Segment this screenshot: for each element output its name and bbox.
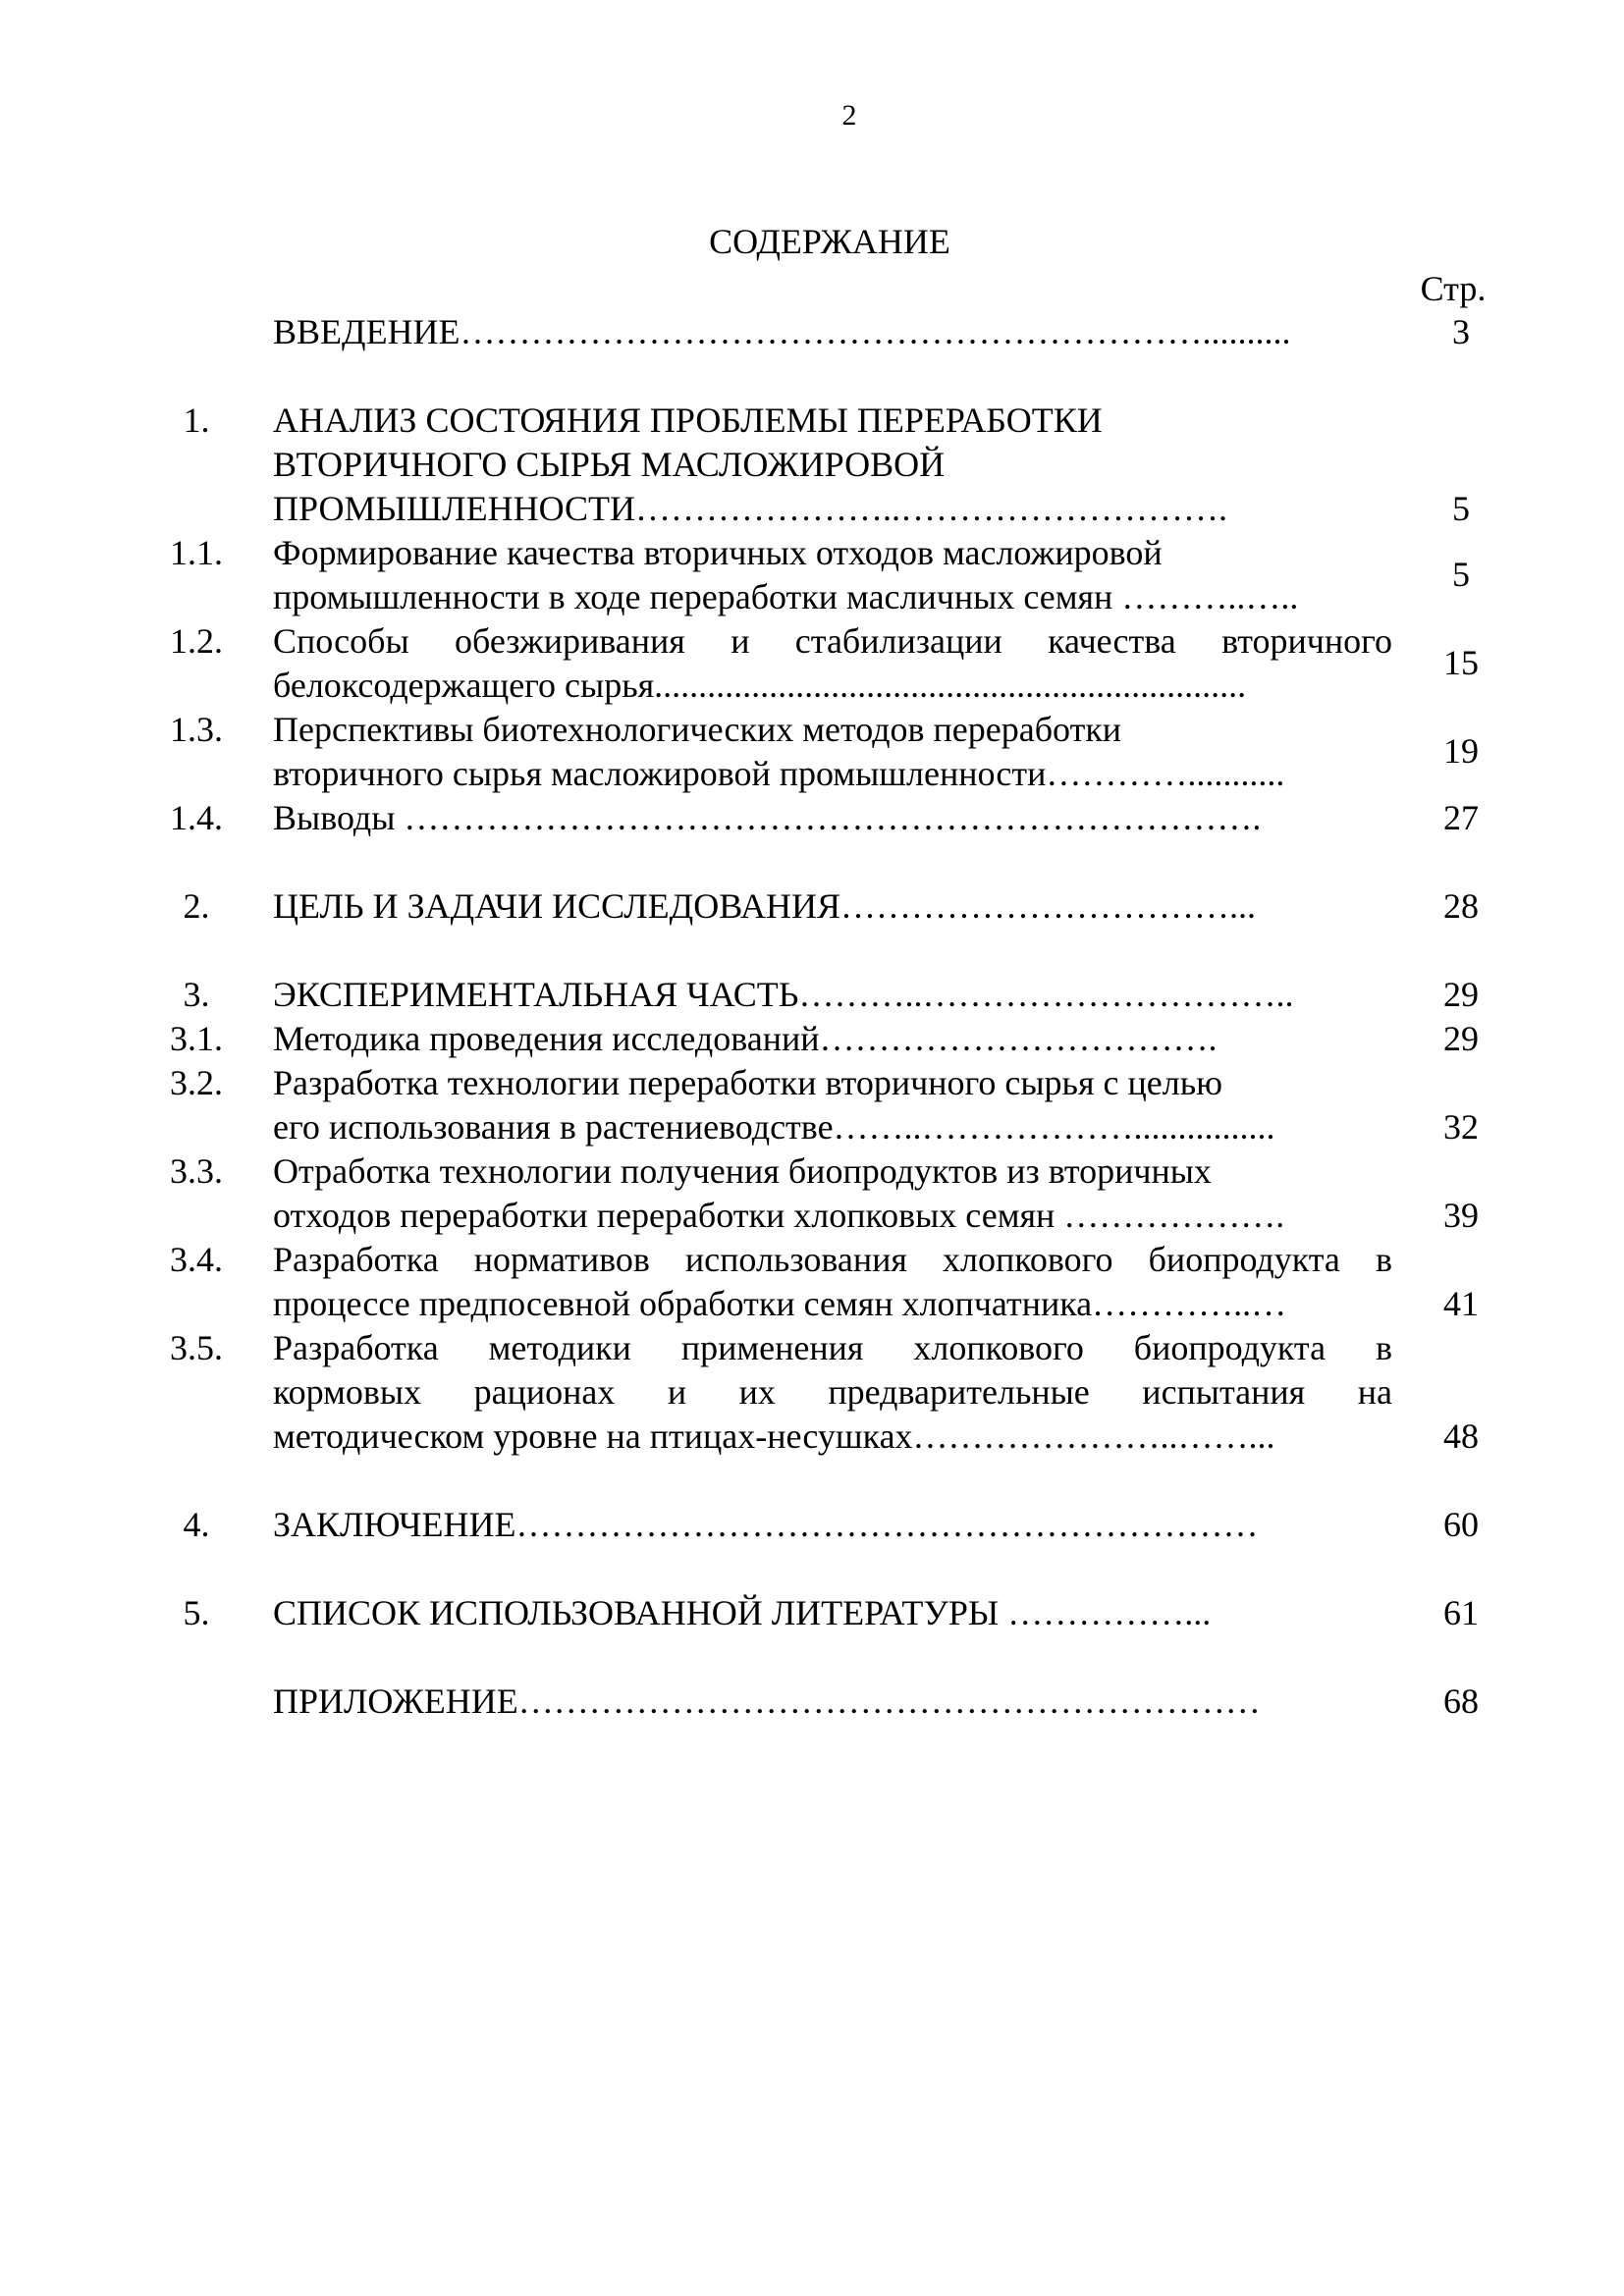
- toc-entry-1-number: 1.: [183, 400, 210, 440]
- toc-entry-intro-page: 3: [1452, 312, 1470, 351]
- toc-entry-1-text-line-3[interactable]: ПРОМЫШЛЕННОСТИ…………………..……………………….: [273, 489, 1228, 528]
- toc-entry-3-5-page: 48: [1443, 1416, 1479, 1456]
- toc-entry-1-3-text-line-2[interactable]: вторичного сырья масложировой промышленности…………...........: [273, 754, 1285, 793]
- toc-entry-appendix-text[interactable]: ПРИЛОЖЕНИЕ………………………………………………………: [273, 1682, 1261, 1721]
- toc-entry-4-number: 4.: [183, 1505, 210, 1544]
- toc-entry-5-number: 5.: [183, 1593, 210, 1632]
- toc-entry-1-text-line-1[interactable]: АНАЛИЗ СОСТОЯНИЯ ПРОБЛЕМЫ ПЕРЕРАБОТКИ: [273, 400, 1103, 440]
- toc-entry-5-text[interactable]: СПИСОК ИСПОЛЬЗОВАННОЙ ЛИТЕРАТУРЫ ……………...: [273, 1593, 1212, 1632]
- toc-entry-3-4-text-line-1[interactable]: Разработка нормативов использования хлопкового биопродукта в: [273, 1240, 1392, 1279]
- toc-entry-1-1-number: 1.1.: [170, 533, 223, 572]
- toc-entry-3-number: 3.: [183, 975, 210, 1014]
- toc-entry-3-2-text-line-1[interactable]: Разработка технологии переработки вторичного сырья с целью: [273, 1063, 1223, 1102]
- toc-entry-1-2-page: 15: [1443, 643, 1479, 682]
- toc-entry-1-3-text-line-1[interactable]: Перспективы биотехнологических методов переработки: [273, 710, 1122, 749]
- toc-entry-3-2-text-line-2[interactable]: его использования в растениеводстве……..………………................: [273, 1107, 1275, 1147]
- page-number: 2: [841, 99, 857, 132]
- toc-entry-5-page: 61: [1443, 1593, 1479, 1632]
- toc-entry-3-3-page: 39: [1443, 1196, 1479, 1235]
- document-title: СОДЕРЖАНИЕ: [709, 222, 950, 261]
- toc-entry-1-4-page: 27: [1443, 798, 1479, 837]
- toc-entry-4-page: 60: [1443, 1505, 1479, 1544]
- toc-entry-1-4-number: 1.4.: [170, 798, 223, 837]
- toc-entry-1-2-text-line-1[interactable]: Способы обезжиривания и стабилизации качества вторичного: [273, 621, 1392, 661]
- toc-entry-3-3-number: 3.3.: [170, 1151, 223, 1191]
- toc-entry-3-1-number: 3.1.: [170, 1019, 223, 1058]
- toc-entry-1-1-page: 5: [1452, 555, 1470, 594]
- toc-entry-3-3-text-line-2[interactable]: отходов переработки переработки хлопковых семян ……………….: [273, 1196, 1285, 1235]
- toc-entry-3-text[interactable]: ЭКСПЕРИМЕНТАЛЬНАЯ ЧАСТЬ………..…………………………..: [273, 975, 1294, 1014]
- toc-entry-3-5-text-line-3[interactable]: методическом уровне на птицах-несушках…………………..……...: [273, 1416, 1275, 1456]
- toc-entry-3-page: 29: [1443, 975, 1479, 1014]
- toc-entry-1-2-number: 1.2.: [170, 621, 223, 661]
- toc-entry-3-4-text-line-2[interactable]: процессе предпосевной обработки семян хлопчатника…………..…: [273, 1284, 1287, 1323]
- toc-entry-3-5-number: 3.5.: [170, 1328, 223, 1367]
- toc-entry-3-4-page: 41: [1443, 1284, 1479, 1323]
- toc-entry-3-3-text-line-1[interactable]: Отработка технологии получения биопродуктов из вторичных: [273, 1151, 1212, 1191]
- toc-entry-3-1-page: 29: [1443, 1019, 1479, 1058]
- toc-entry-1-3-page: 19: [1443, 731, 1479, 771]
- toc-entry-3-4-number: 3.4.: [170, 1240, 223, 1279]
- toc-entry-2-text[interactable]: ЦЕЛЬ И ЗАДАЧИ ИССЛЕДОВАНИЯ……………………………...: [273, 886, 1256, 926]
- toc-entry-1-text-line-2[interactable]: ВТОРИЧНОГО СЫРЬЯ МАСЛОЖИРОВОЙ: [273, 445, 946, 484]
- toc-entry-1-4-text[interactable]: Выводы ……………………………………………………………….: [273, 798, 1262, 837]
- toc-entry-1-3-number: 1.3.: [170, 710, 223, 749]
- toc-entry-1-page: 5: [1452, 489, 1470, 528]
- toc-entry-4-text[interactable]: ЗАКЛЮЧЕНИЕ………………………………………………………: [273, 1505, 1259, 1544]
- toc-entry-intro-text[interactable]: ВВЕДЕНИЕ………………………………………………………..........: [273, 312, 1291, 351]
- toc-entry-2-number: 2.: [183, 886, 210, 926]
- toc-entry-3-1-text[interactable]: Методика проведения исследований…………………………….: [273, 1019, 1218, 1058]
- toc-entry-3-2-page: 32: [1443, 1107, 1479, 1147]
- toc-entry-3-5-text-line-2[interactable]: кормовых рационах и их предварительные испытания на: [273, 1372, 1392, 1412]
- toc-entry-1-1-text-line-1[interactable]: Формирование качества вторичных отходов масложировой: [273, 533, 1163, 572]
- toc-entry-1-2-text-line-2[interactable]: белоксодержащего сырья...................................................................: [273, 666, 1247, 705]
- toc-entry-3-5-text-line-1[interactable]: Разработка методики применения хлопкового биопродукта в: [273, 1328, 1392, 1367]
- toc-entry-2-page: 28: [1443, 886, 1479, 926]
- toc-entry-appendix-page: 68: [1443, 1682, 1479, 1721]
- toc-entry-1-1-text-line-2[interactable]: промышленности в ходе переработки масличных семян ………..…..: [273, 577, 1299, 616]
- toc-entry-3-2-number: 3.2.: [170, 1063, 223, 1102]
- page-column-header: Стр.: [1420, 269, 1487, 308]
